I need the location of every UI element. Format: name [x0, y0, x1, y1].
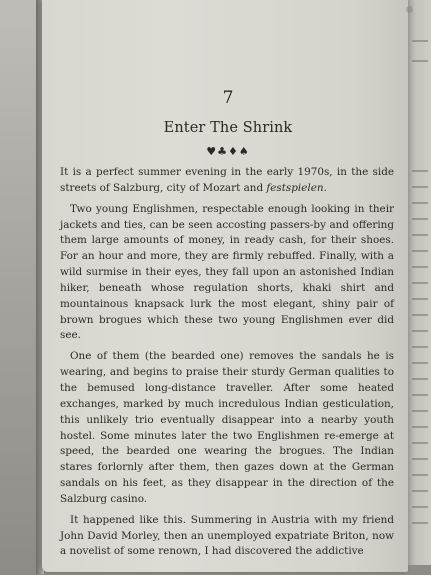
- suit-ornament: ♥♣♦♠: [206, 145, 250, 158]
- text-run-italic: festspielen: [266, 181, 324, 194]
- text-run: One of them (the bearded one) removes the sandals he is wearing, and begins to praise their sturdy German qualities to the bemused long-distance traveller. After some heated exchanges, marked by much incredulous Indian gesticulation, this unlikely trio eventually disappear into a nearby youth hostel. Some minutes later the two Englishmen re-emerge at speed, the bearded one wearing the brogues. The Indian stares forlornly after them, then gazes down at the German sandals on his feet, as they disappear in the direction of the Salzburg casino.: [60, 350, 394, 505]
- facing-page-edge: [404, 0, 431, 565]
- paragraph: [60, 349, 394, 507]
- paragraph: [60, 165, 394, 197]
- page-blemish: [406, 6, 413, 13]
- paragraph: [60, 513, 394, 561]
- paragraph: [60, 202, 394, 345]
- text-run: Two young Englishmen, respectable enough looking in their jackets and ties, can be seen accosting passers-by and offering them large amounts of money, in ready cash, for their shoes. For an hour and more, they are firmly rebuffed. Finally, with a wild surmise in their eyes, they fall upon an astonished Indian hiker, beneath whose regulation shorts, khaki shirt and mountainous knapsack lurk the most elegant, shiny pair of brown brogues which these two young Englishmen ever did see.: [60, 202, 394, 342]
- text-run: It happened like this. Summering in Austria with my friend John David Morley, then an unemployed expatriate Briton, now a novelist of some renown, I had discovered the addictive: [60, 513, 394, 558]
- text-run: It is a perfect summer evening in the early 1970s, in the side streets of Salzburg, city of Mozart and: [60, 166, 394, 194]
- page-content: [60, 88, 394, 565]
- chapter-number: 7: [222, 88, 234, 108]
- body-text: [60, 165, 394, 560]
- text-run: .: [323, 181, 327, 194]
- chapter-title: Enter The Shrink: [163, 120, 293, 136]
